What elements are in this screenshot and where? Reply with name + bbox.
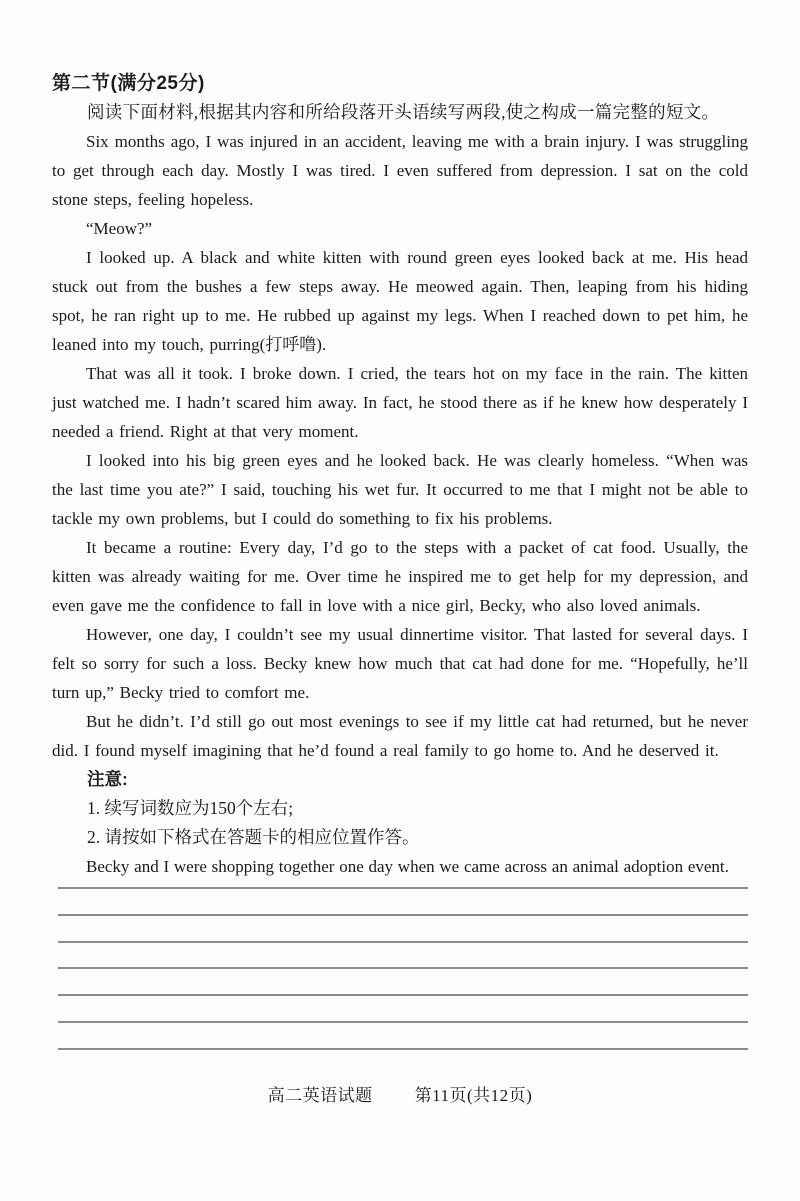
passage-paragraph: “Meow?”	[86, 219, 153, 238]
passage-paragraph: That was all it took. I broke down. I cried, the tears hot on my face in the rain. The kitten just watched me. I hadn’t scared him away. In fact, he stood there as if he knew how desperately I needed a friend. Right at that very moment.	[52, 364, 748, 441]
opening-sentence: Becky and I were shopping together one day when we came across an animal adoption event.	[86, 857, 729, 876]
notes-label: 注意:	[87, 769, 128, 789]
writing-line	[58, 969, 748, 996]
footer-exam-title: 高二英语试题	[267, 1085, 373, 1105]
writing-line	[58, 1023, 748, 1050]
passage-paragraph: However, one day, I couldn’t see my usual dinnertime visitor. That lasted for several days. I felt so sorry for such a loss. Becky knew how much that cat had done for me. “Hopefully, he’ll turn up,” Becky tried to comfort me.	[52, 625, 748, 702]
passage-paragraph: I looked into his big green eyes and he looked back. He was clearly homeless. “When was the last time you ate?” I said, touching his wet fur. It occurred to me that I might not be able to tackle my own problems, but I could do something to fix his problems.	[52, 451, 748, 528]
passage-paragraph: It became a routine: Every day, I’d go to the steps with a packet of cat food. Usually, the kitten was already waiting for me. Over time he inspired me to get help for my depression, and even gave me the confidence to fall in love with a nice girl, Becky, who also loved animals.	[52, 538, 748, 615]
writing-lines	[58, 881, 748, 1050]
passage-paragraph: Six months ago, I was injured in an accident, leaving me with a brain injury. I was struggling to get through each day. Mostly I was tired. I even suffered from depression. I sat on the cold stone steps, feeling hopeless.	[52, 132, 748, 209]
footer-page-number: 第11页(共12页)	[414, 1085, 533, 1105]
writing-line	[58, 881, 748, 889]
page-footer	[52, 1081, 748, 1110]
passage-paragraph: I looked up. A black and white kitten with round green eyes looked back at me. His head stuck out from the bushes a few steps away. He meowed again. Then, leaping from his hiding spot, he ran right up to me. He rubbed up against my legs. When I reached down to pet him, he leaned into my touch, purring(打呼噜).	[52, 248, 748, 354]
passage-paragraph: But he didn’t. I’d still go out most evenings to see if my little cat had returned, but he never did. I found myself imagining that he’d found a real family to go home to. And he deserved it.	[52, 712, 748, 760]
instruction-text: 阅读下面材料,根据其内容和所给段落开头语续写两段,使之构成一篇完整的短文。	[87, 102, 720, 122]
writing-line	[58, 916, 748, 943]
writing-line	[58, 889, 748, 916]
writing-line	[58, 996, 748, 1023]
writing-line	[58, 943, 748, 970]
passage	[52, 127, 748, 765]
note-item-1: 1. 续写词数应为150个左右;	[87, 798, 294, 818]
note-item-2: 2. 请按如下格式在答题卡的相应位置作答。	[87, 827, 420, 847]
section-heading: 第二节(满分25分)	[52, 73, 205, 94]
